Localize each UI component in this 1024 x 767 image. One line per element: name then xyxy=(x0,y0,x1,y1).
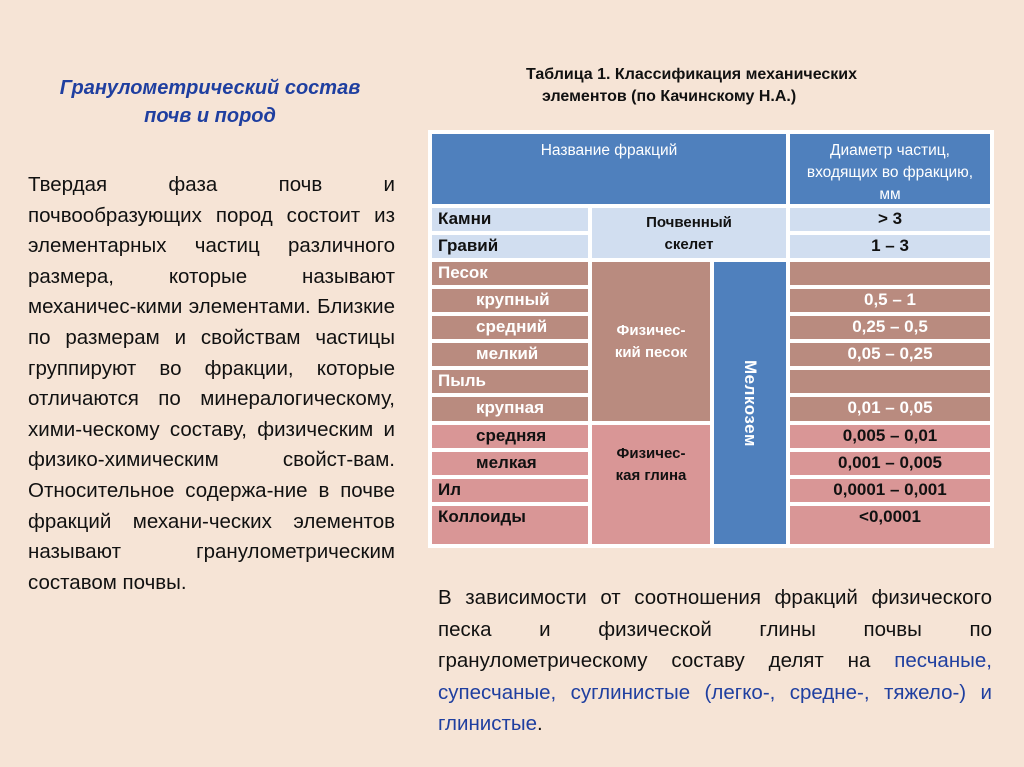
group-fine-earth xyxy=(712,260,788,546)
table-row-label: Коллоиды xyxy=(430,504,590,546)
group-physical-sand xyxy=(590,260,712,423)
section-title xyxy=(24,74,396,130)
table-row-label: Ил xyxy=(430,477,590,504)
header-fraction-name xyxy=(430,132,788,206)
table-caption-line1: Таблица 1. Классификация механических xyxy=(526,66,858,83)
table-row-value xyxy=(788,368,992,395)
table-row-value: 0,25 – 0,5 xyxy=(788,314,992,341)
header-fraction-name-text: Название фракций xyxy=(540,142,678,159)
table-row-label: мелкая xyxy=(430,450,590,477)
group-fine-earth-text: Мелкозем xyxy=(741,359,760,447)
table-row-value: 0,0001 – 0,001 xyxy=(788,477,992,504)
group-physical-clay xyxy=(590,423,712,546)
intro-text: Твердая фаза почв и почвообразующих пород состоит из элементарных частиц различного размера, которые называют механичес-кими элементами. Близкие по размерам и свойствам частицы группируют во фракции, которые отличаются по минералогическому, хими-ческому составу, физическим и физико-химическим свойст-вам. Относительное содержа-ние в почве фракций механи-ческих элементов называют гранулометрическим составом почвы. xyxy=(28,173,395,594)
table-row-value: 0,001 – 0,005 xyxy=(788,450,992,477)
table-row-value: 0,5 – 1 xyxy=(788,287,992,314)
table-row-label: Песок xyxy=(430,260,590,287)
table-row-value: 1 – 3 xyxy=(788,233,992,260)
group-soil-skeleton-text: Почвенный скелет xyxy=(646,214,732,253)
table-row-value: 0,01 – 0,05 xyxy=(788,395,992,423)
table-caption-line2: элементов (по Качинскому Н.А.) xyxy=(542,88,797,105)
conclusion-paragraph xyxy=(438,582,992,740)
intro-paragraph xyxy=(28,170,395,598)
table-row-label: крупная xyxy=(430,395,590,423)
table-row-label: средний xyxy=(430,314,590,341)
section-title-line2: почв и пород xyxy=(144,105,276,127)
table-row-label: мелкий xyxy=(430,341,590,368)
soil-texture-classes: песчаные, супесчаные, суглинистые (легко-, средне-, тяжело-) и глинистые xyxy=(438,649,992,735)
table-row-label: Гравий xyxy=(430,233,590,260)
conclusion-end: . xyxy=(537,712,543,735)
table-row-label: Камни xyxy=(430,206,590,233)
header-diameter-text: Диаметр частиц, входящих во фракцию, мм xyxy=(806,142,974,203)
table-row-value: 0,05 – 0,25 xyxy=(788,341,992,368)
table-row-label: крупный xyxy=(430,287,590,314)
table-row-value: <0,0001 xyxy=(788,504,992,546)
table-row-label: Пыль xyxy=(430,368,590,395)
conclusion-text: В зависимости от соотношения фракций физического песка и физической глины почвы по гранулометрическому составу делят на xyxy=(438,586,992,672)
section-title-line1: Гранулометрический состав xyxy=(59,77,361,99)
classification-table xyxy=(428,130,994,548)
header-diameter xyxy=(788,132,992,206)
table-caption xyxy=(470,64,990,108)
table-row-value: > 3 xyxy=(788,206,992,233)
table-row-label: средняя xyxy=(430,423,590,450)
group-physical-sand-text: Физичес-кий песок xyxy=(614,321,688,361)
table-row-value: 0,005 – 0,01 xyxy=(788,423,992,450)
group-soil-skeleton xyxy=(590,206,788,260)
table-row-value xyxy=(788,260,992,287)
group-physical-clay-text: Физичес-кая глина xyxy=(615,445,687,484)
